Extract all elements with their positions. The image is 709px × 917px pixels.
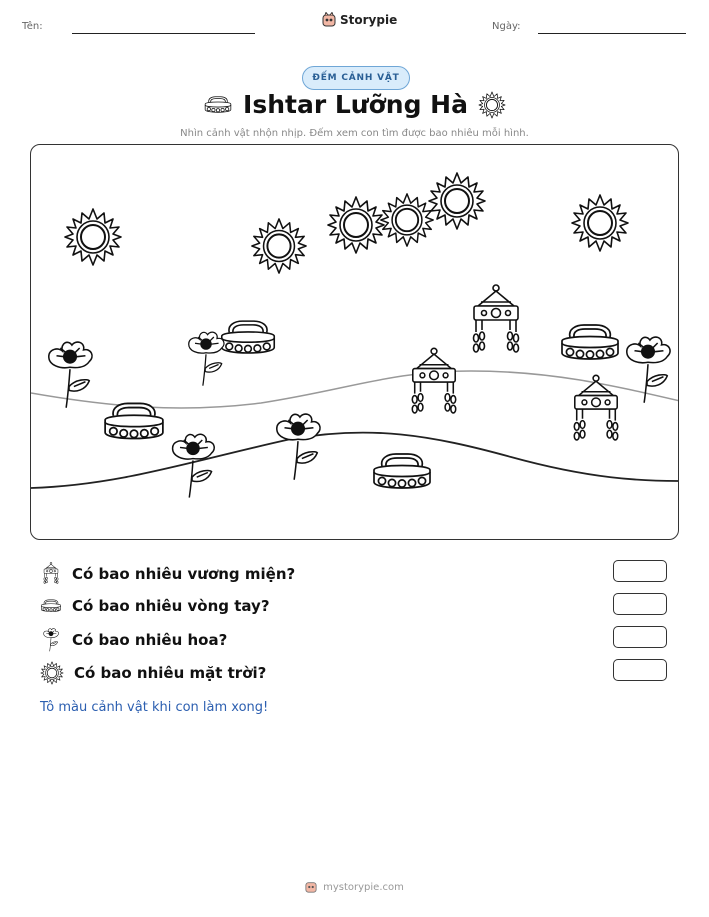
footer-url[interactable]: mystorypie.com: [323, 881, 404, 893]
name-line[interactable]: [72, 33, 255, 34]
question-row: [40, 562, 295, 586]
question-row: [40, 595, 270, 617]
name-label: Tên:: [22, 21, 43, 32]
footer: [0, 880, 709, 894]
question-row: [40, 661, 266, 685]
storypie-mascot-icon: [305, 880, 317, 894]
scene-illustration: [31, 145, 679, 540]
date-label: Ngày:: [492, 21, 521, 32]
answer-box-suns[interactable]: [613, 659, 667, 681]
brand-logo: [322, 12, 397, 28]
sun-icon: [429, 173, 485, 229]
answer-box-crowns[interactable]: [613, 560, 667, 582]
question-text: Có bao nhiêu mặt trời?: [74, 664, 267, 682]
question-text: Có bao nhiêu hoa?: [72, 631, 228, 649]
crown-icon: [574, 375, 617, 440]
bracelet-icon: [105, 403, 163, 438]
brand-name: Storypie: [340, 13, 398, 27]
storypie-mascot-icon: [322, 12, 336, 28]
title-row: [0, 90, 709, 119]
flower-icon: [189, 332, 224, 386]
question-text: Có bao nhiêu vương miện?: [72, 565, 296, 583]
sun-icon: [328, 197, 384, 253]
bracelet-icon: [222, 321, 275, 353]
sun-icon: [572, 195, 628, 251]
answer-box-flowers[interactable]: [613, 626, 667, 648]
counting-scene: [30, 144, 679, 540]
question-text: Có bao nhiêu vòng tay?: [72, 597, 270, 615]
instructions: Nhìn cảnh vật nhộn nhịp. Đếm xem con tìm được bao nhiêu mỗi hình.: [180, 128, 529, 139]
page-title: Ishtar Lưỡng Hà: [243, 90, 468, 119]
sun-icon: [40, 661, 64, 685]
flower-icon: [627, 337, 670, 403]
flower-icon: [40, 628, 62, 652]
sun-icon: [65, 209, 121, 265]
date-line[interactable]: [538, 33, 686, 34]
hill-line-front: [31, 433, 679, 488]
bracelet-icon: [40, 595, 62, 617]
bracelet-icon: [562, 325, 618, 359]
flower-icon: [49, 342, 92, 408]
sun-icon: [381, 194, 433, 246]
coloring-note: Tô màu cảnh vật khi con làm xong!: [40, 700, 269, 715]
crown-icon: [474, 285, 519, 352]
bracelet-icon: [374, 454, 430, 488]
sun-icon: [478, 91, 506, 119]
crown-icon: [40, 562, 62, 586]
question-row: [40, 628, 227, 652]
bracelet-icon: [203, 94, 233, 116]
answer-box-bracelets[interactable]: [613, 593, 667, 615]
flower-icon: [277, 414, 320, 480]
sun-icon: [252, 219, 306, 273]
category-badge: ĐẾM CẢNH VẬT: [302, 66, 410, 90]
crown-icon: [412, 348, 455, 413]
